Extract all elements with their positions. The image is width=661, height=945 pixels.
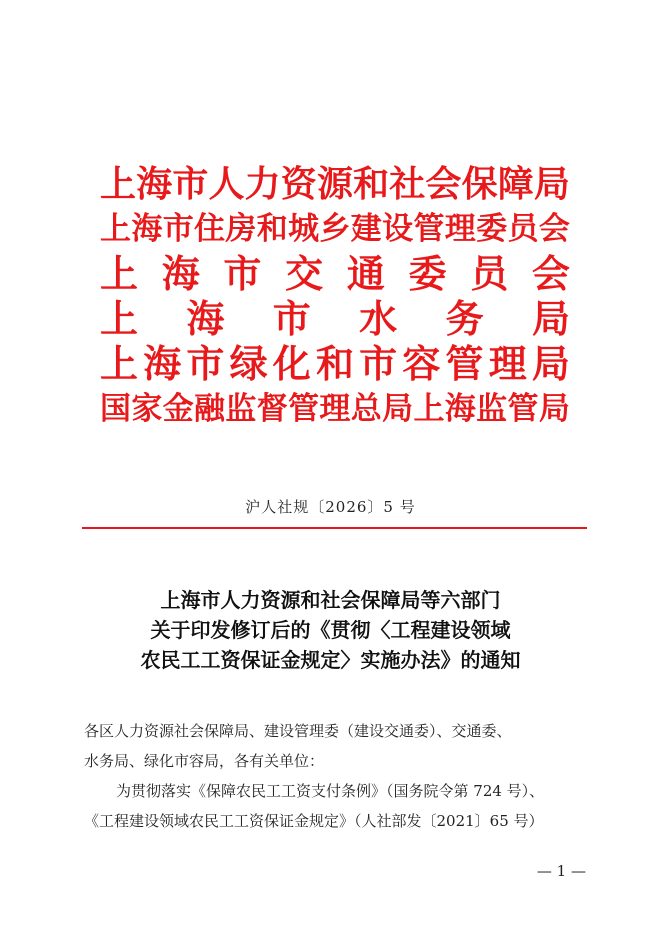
issuer-4: 上 海 市 水 务 局 <box>100 297 570 341</box>
issuer-5: 上 海 市 绿 化 和 市 容 管 理 局 <box>100 342 570 386</box>
document-body <box>84 716 589 836</box>
title-line-2: 关于印发修订后的《贯彻〈工程建设领域 <box>150 618 511 642</box>
issuer-6: 国 家 金 融 监 督 管 理 总 局 上 海 监 管 局 <box>100 391 570 427</box>
issuer-3: 上 海 市 交 通 委 员 会 <box>100 252 570 296</box>
addressee-line-2: 水务局、绿化市容局，各有关单位： <box>84 752 325 770</box>
document-title <box>0 585 661 675</box>
issuer-1: 上 海 市 人 力 资 源 和 社 会 保 障 局 <box>100 164 570 205</box>
body-paragraph-line-1: 为贯彻落实《保障农民工工资支付条例》（国务院令第 724 号）、 <box>116 782 545 800</box>
issuer-2: 上 海 市 住 房 和 城 乡 建 设 管 理 委 员 会 <box>100 211 570 247</box>
page-number: — 1 — <box>536 862 586 880</box>
addressee-line-1: 各区人力资源社会保障局、建设管理委（建设交通委）、交通委、 <box>84 722 512 740</box>
document-number: 沪人社规〔2026〕5 号 <box>245 498 416 516</box>
issuing-authorities <box>100 162 570 432</box>
body-paragraph-line-2: 《工程建设领域农民工工资保证金规定》（人社部发〔2021〕65 号） <box>84 812 544 830</box>
red-divider <box>82 527 587 529</box>
title-line-3: 农民工工资保证金规定〉实施办法》的通知 <box>140 648 521 672</box>
title-line-1: 上海市人力资源和社会保障局等六部门 <box>160 588 501 612</box>
